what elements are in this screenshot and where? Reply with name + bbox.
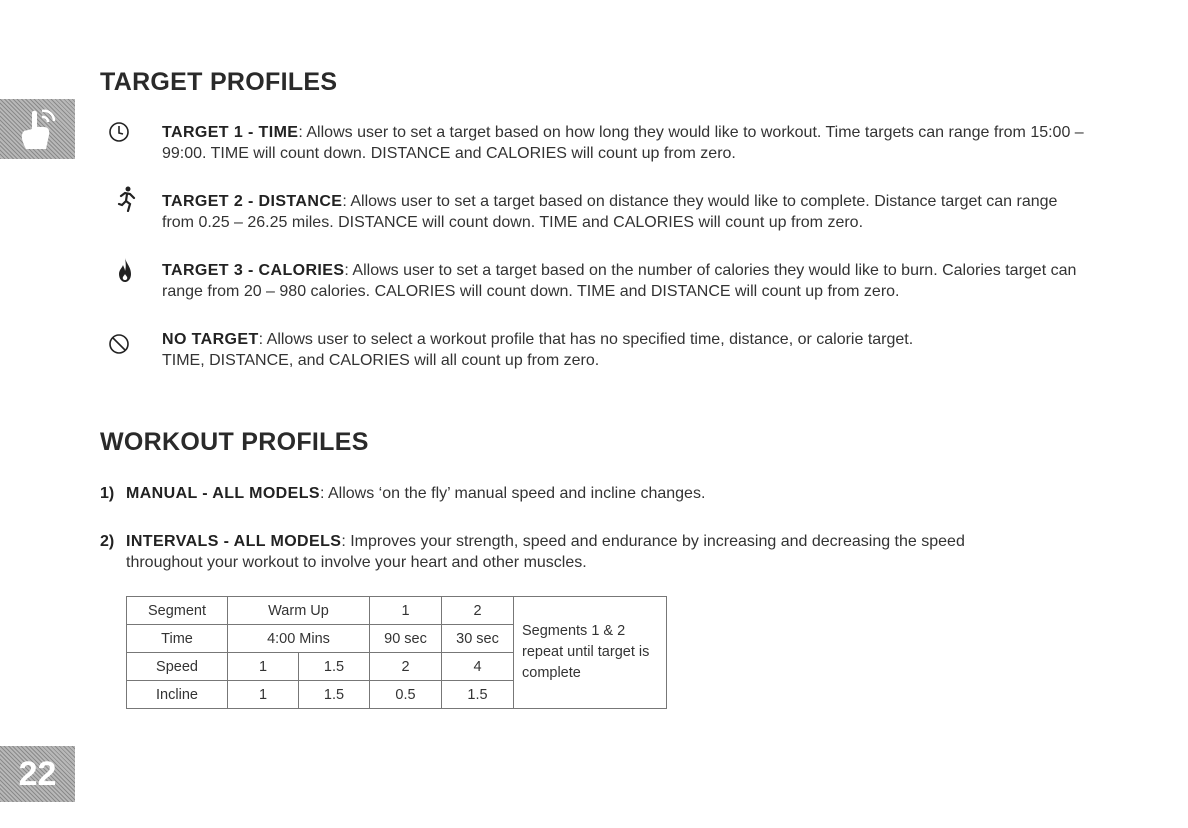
- hand-touch-icon: [12, 105, 62, 155]
- workout-item-manual: 1) MANUAL - ALL MODELS: Allows ‘on the fly’ manual speed and incline changes.: [100, 485, 706, 502]
- target-1-item: TARGET 1 - TIME: Allows user to set a target based on how long they would like to workout. Time targets can range from 15:00 – 99:00. TIME will count down. DISTANCE and CALORIES will count up from zero.: [162, 124, 1084, 162]
- table-note: Segments 1 & 2 repeat until target is complete: [514, 597, 667, 709]
- workout-item-intervals: 2) INTERVALS - ALL MODELS: Improves your strength, speed and endurance by increasing and decreasing the speed throughout your workout to involve your heart and other muscles.: [100, 533, 965, 571]
- intervals-table: [126, 596, 667, 709]
- table-row: Speed 1 1.5 2 4: [127, 653, 667, 681]
- no-target-icon: [108, 333, 130, 355]
- section-tab: [0, 99, 75, 159]
- target-profiles-heading: TARGET PROFILES: [100, 68, 338, 96]
- workout-profiles-heading: WORKOUT PROFILES: [100, 428, 369, 456]
- no-target-item: NO TARGET: Allows user to select a workout profile that has no specified time, distance, or calorie target. TIME, DISTANCE, and CALORIES will all count up from zero.: [162, 331, 914, 369]
- flame-icon: [117, 257, 133, 283]
- target-2-item: TARGET 2 - DISTANCE: Allows user to set a target based on distance they would like to complete. Distance target can range from 0.25 – 26.25 miles. DISTANCE will count down. TIME and CALORIES will count up from zero.: [162, 193, 1058, 231]
- table-row: Incline 1 1.5 0.5 1.5: [127, 681, 667, 709]
- table-row: Segment Warm Up 1 2 Segments 1 & 2 repeat until target is complete: [127, 597, 667, 625]
- table-row: Time 4:00 Mins 90 sec 30 sec: [127, 625, 667, 653]
- target-3-item: TARGET 3 - CALORIES: Allows user to set a target based on the number of calories they would like to burn. Calories target can range from 20 – 980 calories. CALORIES will count down. TIME and DISTANCE will count up from zero.: [162, 262, 1077, 300]
- runner-icon: [116, 186, 138, 212]
- clock-icon: [108, 121, 130, 143]
- page-number: 22: [0, 746, 75, 802]
